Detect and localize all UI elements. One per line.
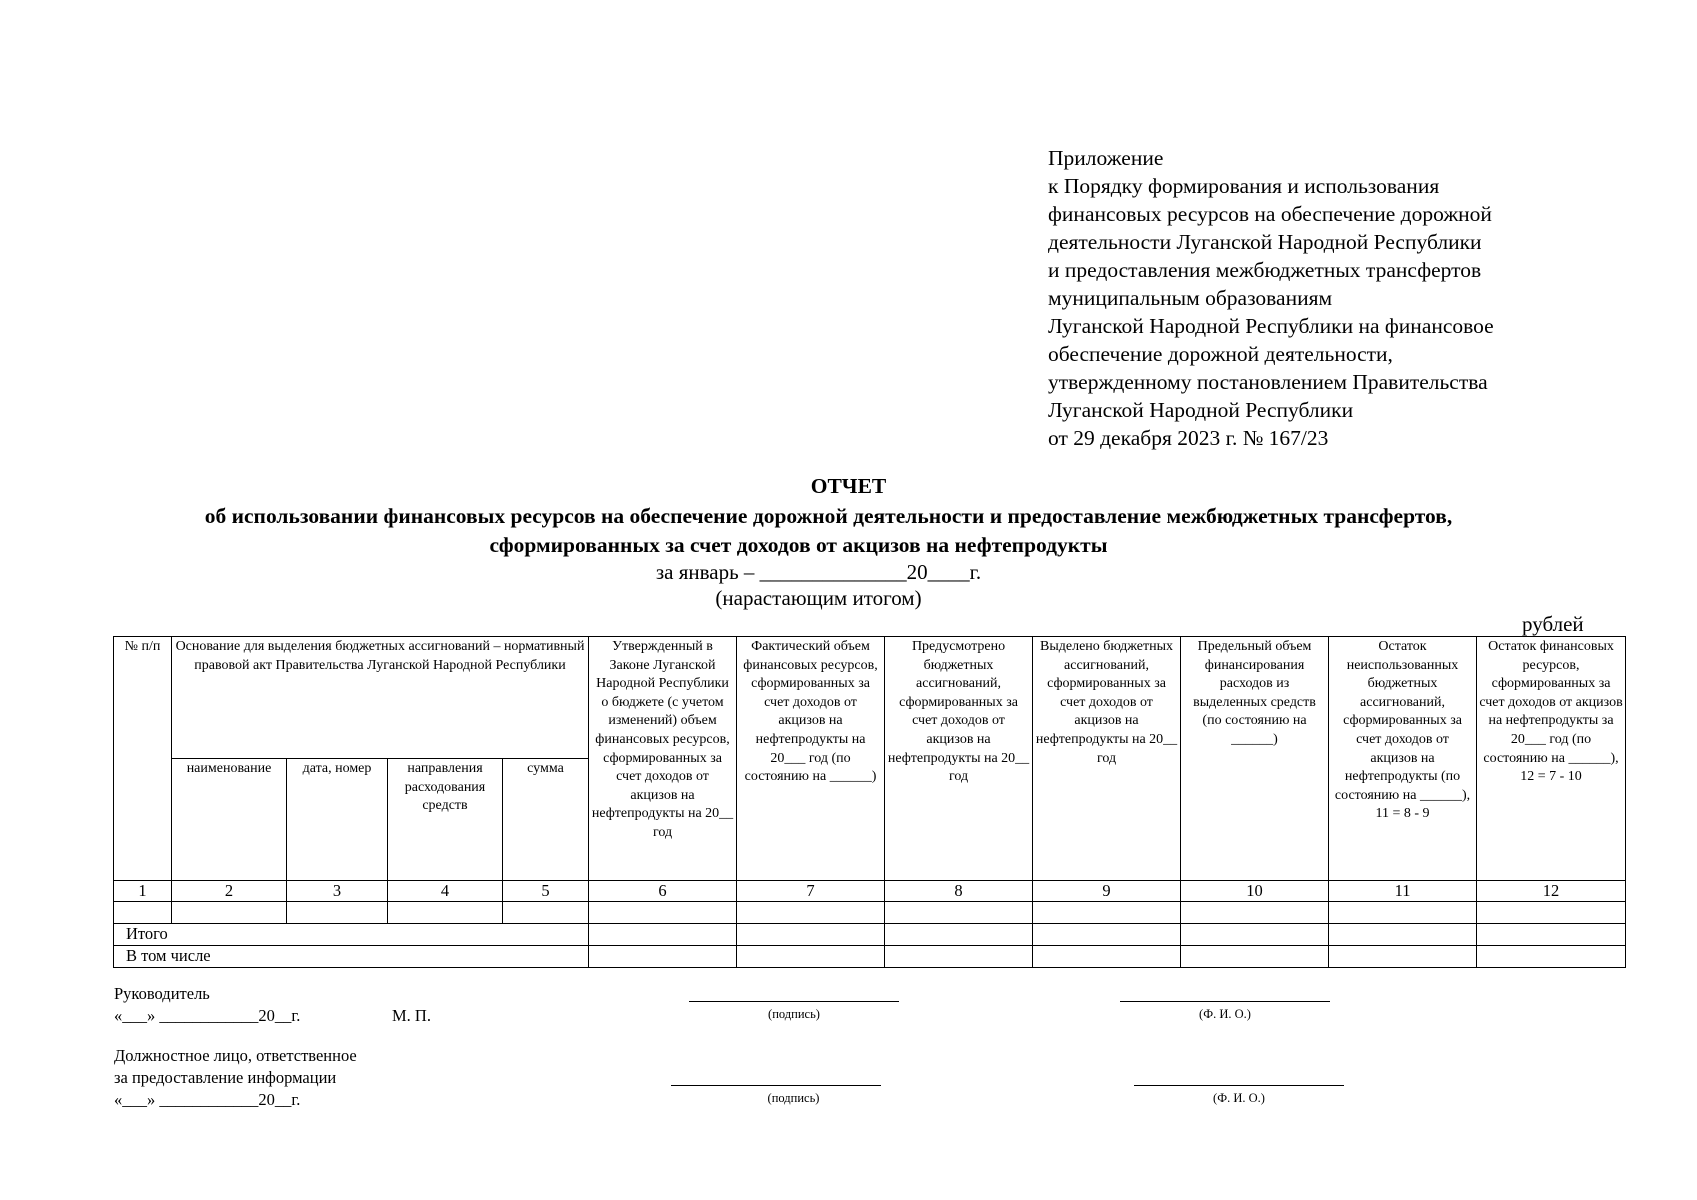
table-cell[interactable] — [589, 946, 737, 968]
table-cell[interactable] — [172, 902, 287, 924]
head-signature-caption: (подпись) — [768, 1007, 820, 1021]
units-label: рублей — [1522, 612, 1584, 636]
column-number: 1 — [114, 881, 172, 902]
table-cell[interactable] — [1329, 924, 1477, 946]
column-number: 6 — [589, 881, 737, 902]
table-cell[interactable] — [388, 902, 503, 924]
appendix-line: Луганской Народной Республики — [1048, 398, 1354, 422]
header-col-6: Утвержденный в Законе Луганской Народной Республики о бюджете (с учетом изменений) объем финансовых ресурсов, сформированных за счет доходов от акцизов на нефтепродукты на 20__ год — [589, 637, 737, 881]
appendix-line: утвержденному постановлением Правительства — [1048, 370, 1488, 394]
appendix-line: муниципальным образованиям — [1048, 286, 1333, 310]
subheader-date: дата, номер — [287, 759, 388, 881]
table-cell[interactable] — [1329, 946, 1477, 968]
table-cell[interactable] — [1181, 924, 1329, 946]
including-label: В том числе — [114, 946, 589, 968]
appendix-line: обеспечение дорожной деятельности, — [1048, 342, 1393, 366]
table-cell[interactable] — [737, 902, 885, 924]
column-numbers-row — [114, 881, 1626, 902]
official-date-line: «___» ____________20__г. — [114, 1090, 301, 1109]
subheader-name: наименование — [172, 759, 287, 881]
column-number: 3 — [287, 881, 388, 902]
column-number: 8 — [885, 881, 1033, 902]
report-table — [113, 636, 1626, 968]
column-number: 10 — [1181, 881, 1329, 902]
table-cell[interactable] — [1477, 924, 1626, 946]
header-col-9: Выделено бюджетных ассигнований, сформированных за счет доходов от акцизов на нефтепродукты на 20__ год — [1033, 637, 1181, 881]
report-subtitle-1: об использовании финансовых ресурсов на обеспечение дорожной деятельности и предоставление межбюджетных трансфертов, — [204, 504, 1453, 528]
report-title: ОТЧЕТ — [810, 474, 887, 498]
header-col-8: Предусмотрено бюджетных ассигнований, сформированных за счет доходов от акцизов на нефтепродукты на 20__ год — [885, 637, 1033, 881]
table-cell[interactable] — [1181, 902, 1329, 924]
table-cell[interactable] — [589, 924, 737, 946]
head-name-line[interactable] — [1120, 1001, 1330, 1002]
appendix-line: Луганской Народной Республики на финансовое — [1048, 314, 1494, 338]
column-number: 9 — [1033, 881, 1181, 902]
table-cell[interactable] — [885, 902, 1033, 924]
table-row-empty — [114, 902, 1626, 924]
appendix-line: деятельности Луганской Народной Республики — [1048, 230, 1482, 254]
table-cell[interactable] — [1329, 902, 1477, 924]
table-cell[interactable] — [737, 924, 885, 946]
table-cell[interactable] — [737, 946, 885, 968]
official-name-line[interactable] — [1134, 1085, 1344, 1086]
head-signature-line[interactable] — [689, 1001, 899, 1002]
official-signature-block — [114, 1045, 357, 1111]
head-date-line: «___» ____________20__г. — [114, 1006, 301, 1025]
header-col-10: Предельный объем финансирования расходов из выделенных средств (по состоянию на ______) — [1181, 637, 1329, 881]
header-col-7: Фактический объем финансовых ресурсов, сформированных за счет доходов от акцизов на нефтепродукты на 20___ год (по состоянию на ______) — [737, 637, 885, 881]
column-number: 2 — [172, 881, 287, 902]
report-subtitle-2: сформированных за счет доходов от акцизов на нефтепродукты — [489, 533, 1108, 557]
appendix-line: к Порядку формирования и использования — [1048, 174, 1440, 198]
official-label-2: за предоставление информации — [114, 1068, 337, 1087]
table-cell[interactable] — [1477, 946, 1626, 968]
column-number: 5 — [503, 881, 589, 902]
total-label: Итого — [114, 924, 589, 946]
column-number: 11 — [1329, 881, 1477, 902]
appendix-line: и предоставления межбюджетных трансфертов — [1048, 258, 1482, 282]
head-name-caption: (Ф. И. О.) — [1199, 1007, 1251, 1021]
header-col-12: Остаток финансовых ресурсов, сформированных за счет доходов от акцизов на нефтепродукты за 20___ год (по состоянию на ______), 12 = 7 - 10 — [1477, 637, 1626, 881]
table-cell[interactable] — [1181, 946, 1329, 968]
official-name-caption: (Ф. И. О.) — [1213, 1091, 1265, 1105]
appendix-line: Приложение — [1048, 146, 1164, 170]
table-row-including — [114, 946, 1626, 968]
table-cell[interactable] — [1477, 902, 1626, 924]
official-signature-caption: (подпись) — [767, 1091, 820, 1105]
appendix-line: от 29 декабря 2023 г. № 167/23 — [1048, 426, 1329, 450]
header-col-11: Остаток неиспользованных бюджетных ассигнований, сформированных за счет доходов от акцизов на нефтепродукты (по состоянию на ______), 11 = 8 - 9 — [1329, 637, 1477, 881]
header-col-no: № п/п — [114, 637, 172, 881]
head-label: Руководитель — [114, 984, 210, 1003]
table-cell[interactable] — [885, 946, 1033, 968]
column-number: 4 — [388, 881, 503, 902]
table-cell[interactable] — [885, 924, 1033, 946]
subheader-direction: направления расходования средств — [388, 759, 503, 881]
column-number: 7 — [737, 881, 885, 902]
subheader-sum: сумма — [503, 759, 589, 881]
report-cumulative-note: (нарастающим итогом) — [715, 586, 922, 610]
appendix-line: финансовых ресурсов на обеспечение дорожной — [1048, 202, 1492, 226]
header-col-basis: Основание для выделения бюджетных ассигнований – нормативный правовой акт Правительства Луганской Народной Республики — [172, 637, 589, 759]
official-label-1: Должностное лицо, ответственное — [114, 1046, 357, 1065]
table-cell[interactable] — [114, 902, 172, 924]
official-signature-line[interactable] — [671, 1085, 881, 1086]
appendix-header — [1048, 144, 1494, 452]
table-cell[interactable] — [589, 902, 737, 924]
column-number: 12 — [1477, 881, 1626, 902]
table-cell[interactable] — [503, 902, 589, 924]
report-period: за январь – ______________20____г. — [655, 560, 982, 584]
head-signature-block — [114, 983, 300, 1027]
table-row-total — [114, 924, 1626, 946]
stamp-label: М. П. — [392, 1006, 431, 1025]
table-cell[interactable] — [1033, 924, 1181, 946]
table-cell[interactable] — [1033, 902, 1181, 924]
table-cell[interactable] — [287, 902, 388, 924]
table-cell[interactable] — [1033, 946, 1181, 968]
